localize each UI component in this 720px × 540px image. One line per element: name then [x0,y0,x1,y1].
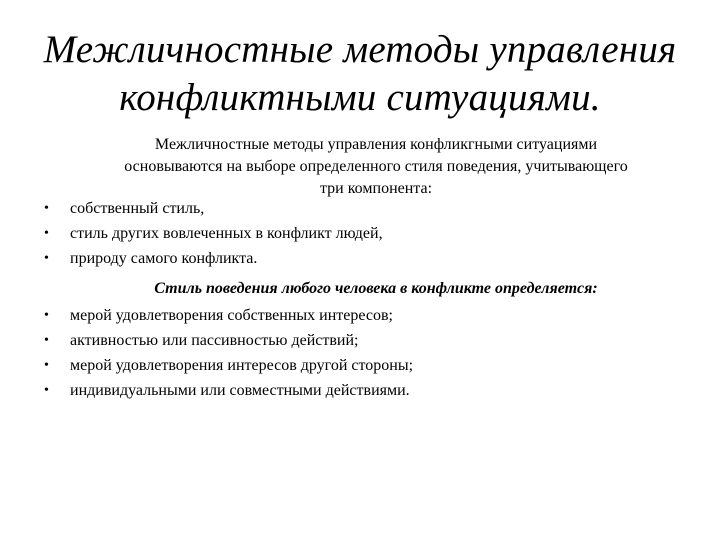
style-determinants-heading: Стиль поведения любого человека в конфликте определяется: [154,280,598,297]
list-item-text: стиль других вовлеченных в конфликт людей, [70,225,383,242]
list-item-text: индивидуальными или совместными действиями. [70,382,410,399]
list-item [0,307,720,332]
slide-title [40,26,680,122]
intro-paragraph [66,134,686,200]
bullet-icon: • [44,251,49,266]
list-item [0,357,720,382]
bullet-icon: • [44,333,49,348]
list-item-text: собственный стиль, [70,200,205,217]
components-list [0,200,720,275]
list-item [0,382,720,407]
slide-title-line: конфликтными ситуациями. [119,76,601,119]
intro-line: три компонента: [319,180,433,197]
bullet-icon: • [44,308,49,323]
list-item-text: природу самого конфликта. [70,250,258,267]
bullet-icon: • [44,201,49,216]
slide-title-line: Межличностные методы управления [43,28,677,71]
list-item [0,332,720,357]
bullet-icon: • [44,358,49,373]
list-item [0,225,720,250]
list-item-text: мерой удовлетворения интересов другой стороны; [70,357,414,374]
list-item [0,200,720,225]
list-item-text: активностью или пассивностью действий; [70,332,359,349]
intro-line: Межличностные методы управления конфликгными ситуациями [154,136,598,153]
list-item [0,250,720,275]
determinants-list [0,307,720,407]
bullet-icon: • [44,383,49,398]
intro-line: основываются на выборе определенного стиля поведения, учитывающего [124,158,628,175]
bullet-icon: • [44,226,49,241]
list-item-text: мерой удовлетворения собственных интересов; [70,307,393,324]
